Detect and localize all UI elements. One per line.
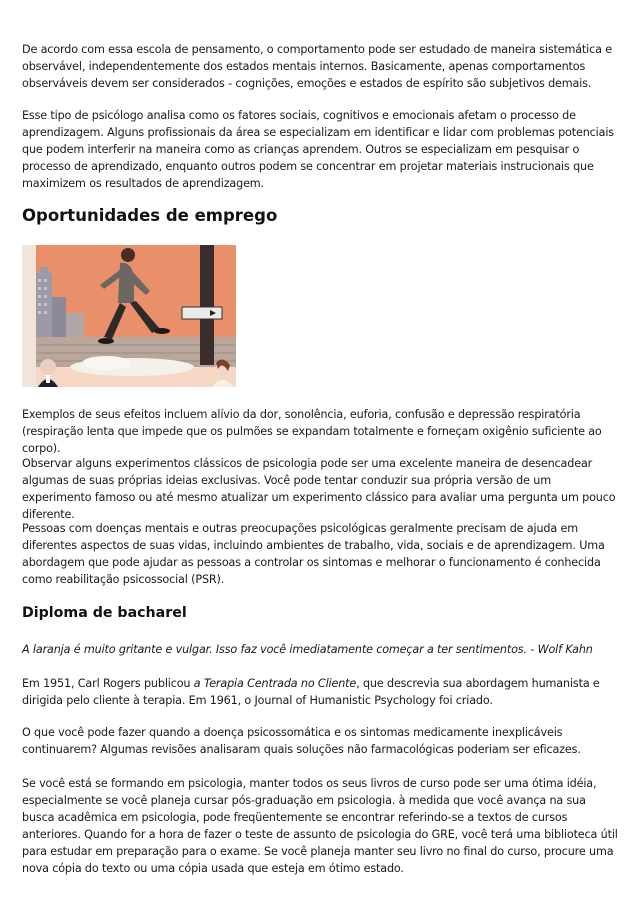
- heading-bachelor: Diploma de bacharel: [22, 605, 187, 621]
- paragraph-psychosomatic: O que você pode fazer quando a doença psicossomática e os sintomas medicamente inexplicáveis continuarem? Algumas revisões analisaram quais soluções não farmacológicas poderiam ser eficazes.: [22, 726, 581, 756]
- paragraph-behaviorism: De acordo com essa escola de pensamento, o comportamento pode ser estudado de maneira sistemática e observável, independentemente dos estados mentais internos. Basicamente, apenas comportamentos observáveis devem ser considerados - cognições, emoções e estados de espírito são subjetivos demais.: [22, 43, 612, 90]
- paragraph-textbooks: Se você está se formando em psicologia, manter todos os seus livros de curso pode ser uma ótima idéia, especialmente se você planeja cursar pós-graduação em psicologia. à medida que você avança na sua busca acadêmica em psicologia, pode freqüentemente se encontrar referindo-se a textos de cursos anteriores. Quando for a hora de fazer o teste de assunto de psicologia do GRE, você terá uma biblioteca útil para estudar em preparação para o exame. Se você planeja manter seu livro no final do curso, procure uma nova cópia do texto ou uma cópia usada que esteja em ótimo estado.: [22, 777, 618, 875]
- quote-text: A laranja é muito gritante e vulgar. Isso faz você imediatamente começar a ter sentimentos. - Wolf Kahn: [22, 643, 593, 656]
- illustration-walking-man: [22, 245, 236, 387]
- paragraph-experiments: Observar alguns experimentos clássicos de psicologia pode ser uma excelente maneira de desencadear algumas de suas próprias ideias exclusivas. Você pode tentar conduzir sua própria versão de um experimento famoso ou até mesmo atualizar um experimento clássico para avaliar uma pergunta um pouco diferente.: [22, 457, 616, 521]
- p7-text-after: , que descrevia sua abordagem humanista e dirigida pelo cliente à terapia. Em 1961, o Journal of Humanistic Psychology foi criado.: [22, 677, 600, 707]
- paragraph-psr: Pessoas com doenças mentais e outras preocupações psicológicas geralmente precisam de ajuda em diferentes aspectos de suas vidas, incluindo ambientes de trabalho, vida, sociais e de aprendizagem. Uma abordagem que pode ajudar as pessoas a controlar os sintomas e melhorar o funcionamento é conhecida como reabilitação psicossocial (PSR).: [22, 522, 605, 586]
- p7-text-before: Em 1951, Carl Rogers publicou: [22, 677, 194, 690]
- heading-employment: Oportunidades de emprego: [22, 206, 278, 225]
- paragraph-effects: Exemplos de seus efeitos incluem alívio da dor, sonolência, euforia, confusão e depressão respiratória (respiração lenta que impede que os pulmões se expandam totalmente e forneçam oxigênio suficiente ao corpo).: [22, 408, 602, 455]
- quote-wolf-kahn: [22, 641, 593, 658]
- book-title: a Terapia Centrada no Cliente: [193, 677, 357, 690]
- paragraph-educational-psychologist: Esse tipo de psicólogo analisa como os fatores sociais, cognitivos e emocionais afetam o processo de aprendizagem. Alguns profissionais da área se especializam em identificar e lidar com problemas potenciais que podem interferir na maneira como as crianças aprendem. Outros se especializam em pesquisar o processo de aprendizado, enquanto outros podem se concentrar em projetar materiais instrucionais que maximizem os resultados de aprendizagem.: [22, 109, 614, 190]
- paragraph-carl-rogers: [22, 675, 618, 709]
